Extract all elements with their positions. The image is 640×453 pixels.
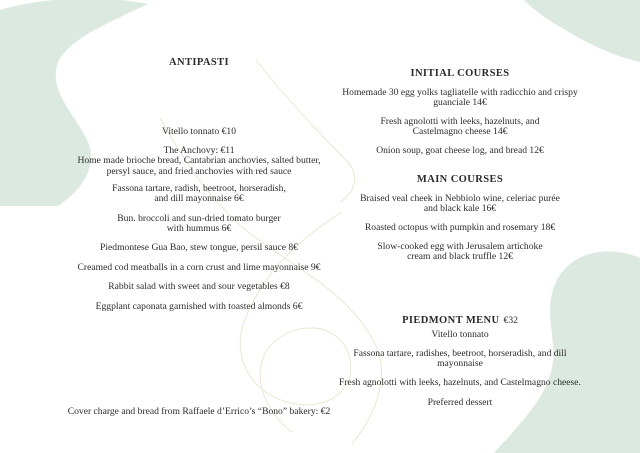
menu-item-line: and black kale 16€: [423, 203, 497, 215]
menu-item-line: Bun. broccoli and sun-dried tomato burger: [117, 213, 281, 224]
main-course-item: [326, 242, 594, 263]
menu-item-line: Vitello tonnato: [431, 329, 489, 340]
antipasti-item: [40, 184, 358, 205]
menu-item-line: The Anchovy: €11: [163, 145, 235, 156]
piedmont-menu-heading: PIEDMONT MENU: [402, 315, 500, 326]
initial-course-item: [326, 146, 594, 156]
main-course-item: [326, 194, 594, 215]
menu-item-line: persyl sauce, and fried anchovies with red sauce: [106, 165, 292, 177]
piedmont-menu-item: [326, 398, 594, 408]
antipasti-item: [40, 302, 358, 312]
menu-item-line: Piedmontese Gua Bao, stew tongue, persil sauce 8€: [100, 242, 298, 253]
menu-item-line: Fresh agnolotti with leeks, hazelnuts, and: [380, 116, 540, 127]
menu-item-line: Roasted octopus with pumpkin and rosemary 18€: [364, 222, 556, 233]
menu-item-line: with hummus 6€: [166, 223, 232, 235]
menu-item-line: cream and black truffle 12€: [407, 251, 513, 263]
menu-item-line: Rabbit salad with sweet and sour vegetables €8: [108, 281, 290, 292]
menu-item-line: mayonnaise: [437, 358, 483, 370]
menu-item-line: Fassona tartare, radish, beetroot, horseradish,: [112, 183, 286, 194]
menu-item-line: Castelmagno cheese 14€: [412, 126, 508, 138]
antipasti-item: [40, 214, 358, 235]
menu-item-line: guanciale 14€: [433, 97, 487, 109]
green-wave-top-right: [524, 0, 640, 62]
initial-courses-heading: INITIAL COURSES: [410, 68, 510, 79]
main-course-item: [326, 223, 594, 233]
antipasti-item: [40, 263, 358, 273]
initial-course-item: [326, 88, 594, 109]
piedmont-menu-item: [326, 378, 594, 388]
menu-item-line: and dill mayonnaise 6€: [154, 193, 244, 205]
antipasti-item: [40, 243, 358, 253]
piedmont-menu-title: [326, 310, 594, 328]
menu-item-line: Vitello tonnato €10: [161, 126, 237, 137]
piedmont-menu-price: €32: [503, 315, 518, 326]
menu-item-line: Preferred dessert: [427, 397, 493, 408]
menu-item-line: Braised veal cheek in Nebbiolo wine, celeriac purée: [360, 193, 560, 204]
menu-item-line: Fresh agnolotti with leeks, hazelnuts, and Castelmagno cheese.: [339, 377, 581, 388]
menu-item-line: Slow-cooked egg with Jerusalem artichoke: [377, 241, 543, 252]
antipasti-item: [40, 127, 358, 137]
antipasti-heading: ANTIPASTI: [168, 57, 229, 68]
antipasti-item: [40, 146, 358, 177]
menu-item-line: Homemade 30 egg yolks tagliatelle with radicchio and crispy: [342, 87, 578, 98]
antipasti-item: [40, 282, 358, 292]
menu-item-line: Onion soup, goat cheese log, and bread 12€: [376, 145, 544, 156]
main-courses-heading: MAIN COURSES: [416, 174, 504, 185]
menu-item-line: Eggplant caponata garnished with toasted almonds 6€: [95, 301, 303, 312]
piedmont-menu-item: [326, 349, 594, 370]
menu-item-line: Fassona tartare, radishes, beetroot, horseradish, and dill: [353, 348, 567, 359]
menu-item-line: Creamed cod meatballs in a corn crust and lime mayonnaise 9€: [77, 262, 321, 273]
initial-course-item: [326, 117, 594, 138]
piedmont-menu-item: [326, 330, 594, 340]
menu-item-line: Home made brioche bread, Cantabrian anchovies, salted butter,: [77, 155, 321, 167]
cover-charge-note: Cover charge and bread from Raffaele d’Errico’s “Bono” bakery: €2: [67, 406, 331, 417]
